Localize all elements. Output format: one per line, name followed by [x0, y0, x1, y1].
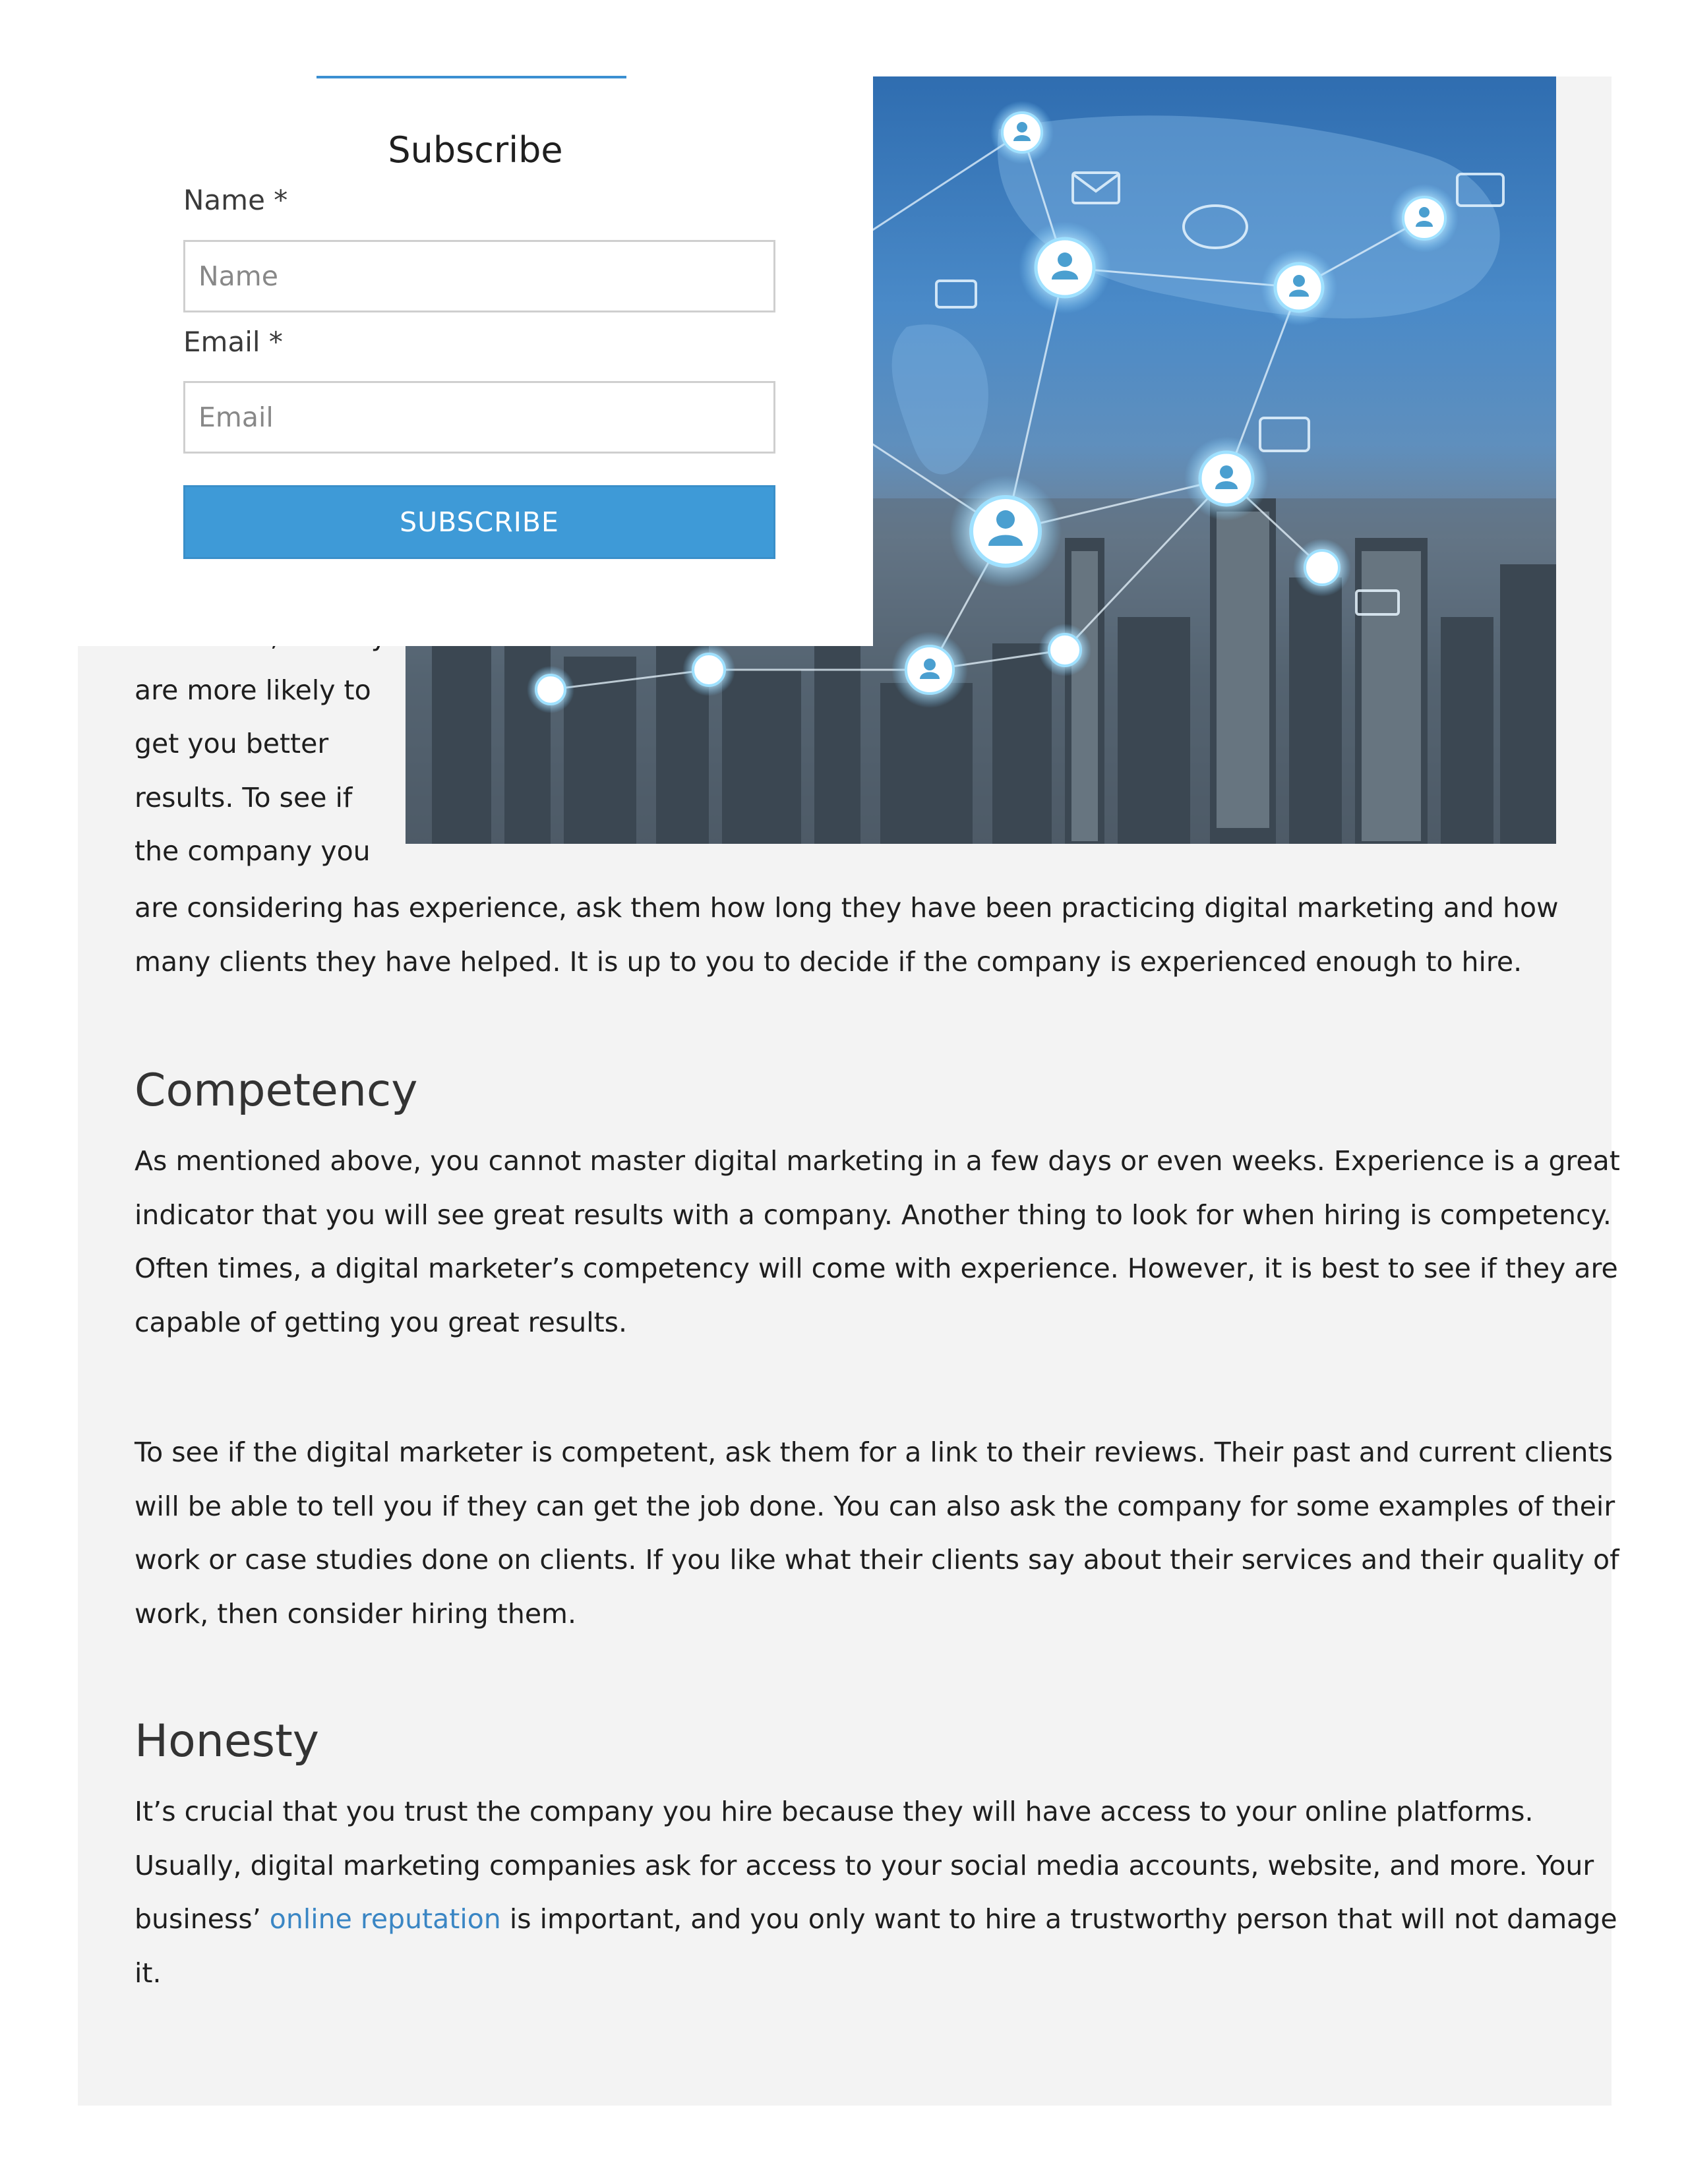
competency-heading: Competency [135, 1065, 418, 1117]
intro-line: are considering has experience, ask them how long they have been practicing digital marketing and how [135, 892, 1559, 924]
email-input[interactable] [183, 381, 775, 454]
paragraph-text: is important, and you only want to hire a trustworthy person that will not damage [500, 1903, 1617, 1935]
subscribe-title: Subscribe [388, 129, 563, 171]
intro-line: are more likely to [135, 674, 371, 706]
honesty-heading: Honesty [135, 1715, 320, 1767]
paragraph-line: To see if the digital marketer is competent, ask them for a link to their reviews. Their past and current clients [135, 1436, 1613, 1468]
paragraph-line: indicator that you will see great results with a company. Another thing to look for when hiring is competency. [135, 1198, 1612, 1231]
competency-paragraph-1 [135, 1135, 1620, 1349]
subscribe-modal [78, 76, 873, 646]
intro-line: the company you [135, 835, 371, 867]
paragraph-line: Usually, digital marketing companies ask for access to your social media accounts, website, and more. Your [135, 1849, 1594, 1881]
paragraph-line: will be able to tell you if they can get the job done. You can also ask the company for some examples of their [135, 1490, 1615, 1522]
honesty-paragraph [135, 1785, 1617, 2000]
name-label: Name * [183, 184, 288, 216]
intro-line: results. To see if [135, 781, 353, 813]
online-reputation-link[interactable]: online reputation [269, 1903, 501, 1935]
intro-paragraph-continued [135, 881, 1559, 989]
intro-line: get you better [135, 728, 329, 759]
paragraph-line: Often times, a digital marketer’s competency will come with experience. However, it is best to see if they are [135, 1253, 1618, 1284]
paragraph-line: As mentioned above, you cannot master digital marketing in a few days or even weeks. Experience is a great [135, 1145, 1620, 1177]
modal-top-accent [316, 76, 626, 78]
paragraph-line: It’s crucial that you trust the company you hire because they will have access to your online platforms. [135, 1796, 1534, 1827]
competency-paragraph-2 [135, 1426, 1619, 1641]
paragraph-line: it. [135, 1957, 162, 1989]
name-input[interactable] [183, 240, 775, 312]
paragraph-line [135, 1893, 1617, 1947]
email-label: Email * [183, 326, 283, 358]
intro-line: many clients they have helped. It is up to you to decide if the company is experienced enough to hire. [135, 945, 1522, 978]
paragraph-line: work or case studies done on clients. If you like what their clients say about their services and their quality of [135, 1544, 1619, 1576]
paragraph-text: business’ [135, 1903, 270, 1935]
intro-float-text [135, 610, 385, 879]
subscribe-button[interactable]: SUBSCRIBE [183, 485, 775, 559]
paragraph-line: work, then consider hiring them. [135, 1597, 577, 1630]
paragraph-line: capable of getting you great results. [135, 1306, 628, 1338]
